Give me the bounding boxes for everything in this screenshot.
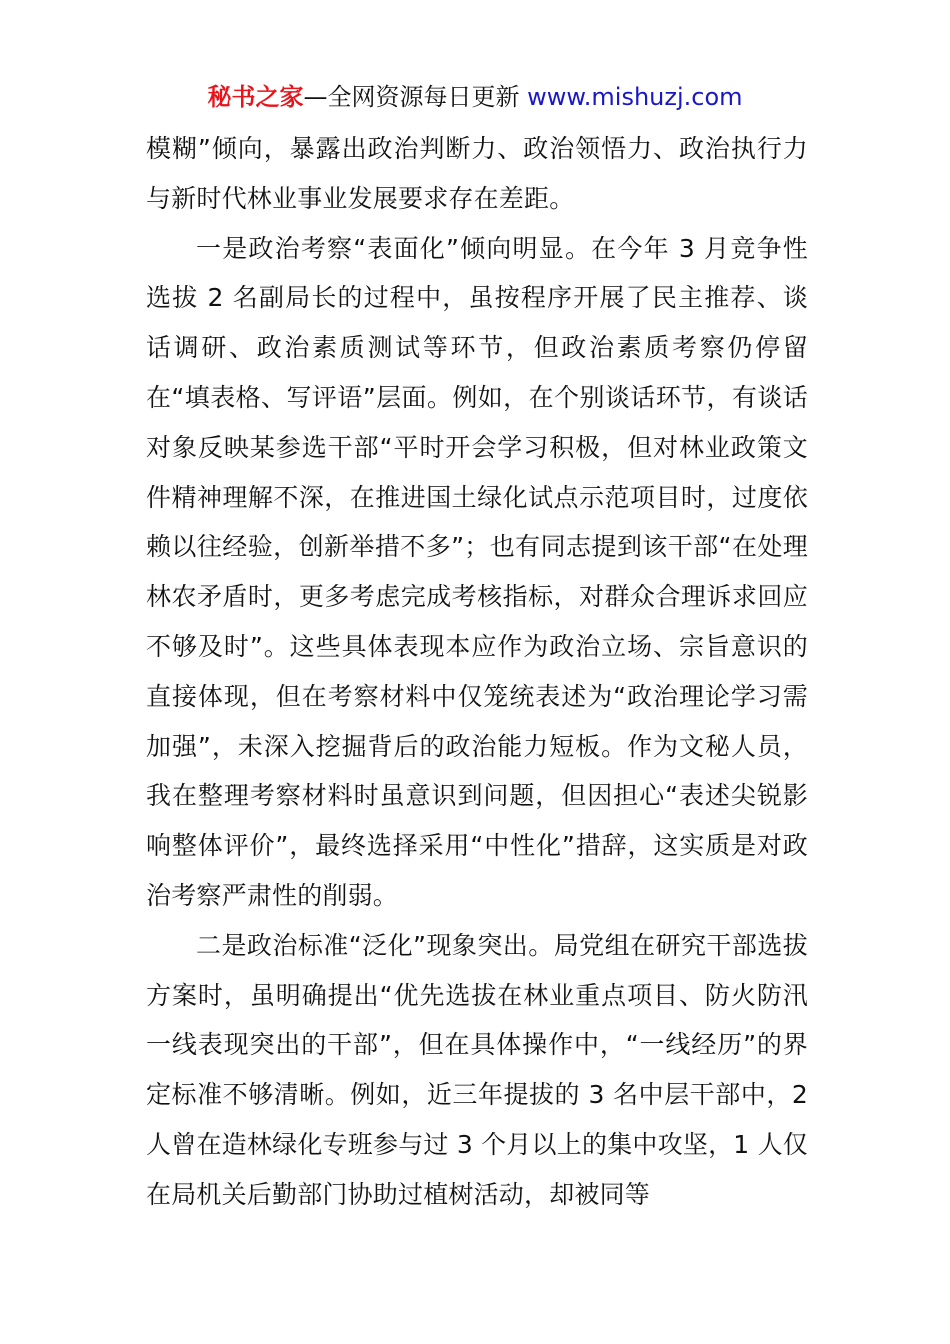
document-body (146, 124, 808, 1220)
paragraph-political-standard: 二是政治标准“泛化”现象突出。局党组在研究干部选拔方案时，虽明确提出“优先选拔在林业重点项目、防火防汛一线表现突出的干部”，但在具体操作中，“一线经历”的界定标准不够清晰。例如，近三年提拔的 3 名中层干部中，2 人曾在造林绿化专班参与过 3 个月以上的集中攻坚，1 人仅在局机关后勤部门协助过植树活动，却被同等 (146, 930, 808, 1209)
paragraph-political-inspection: 一是政治考察“表面化”倾向明显。在今年 3 月竞争性选拔 2 名副局长的过程中，虽按程序开展了民主推荐、谈话调研、政治素质测试等环节，但政治素质考察仍停留在“填表格、写评语”层面。例如，在个别谈话环节，有谈话对象反映某参选干部“平时开会学习积极，但对林业政策文件精神理解不深，在推进国土绿化试点示范项目时，过度依赖以往经验，创新举措不多”；也有同志提到该干部“在处理林农矛盾时，更多考虑完成考核指标，对群众合理诉求回应不够及时”。这些具体表现本应作为政治立场、宗旨意识的直接体现，但在考察材料中仅笼统表述为“政治理论学习需加强”，未深入挖掘背后的政治能力短板。作为文秘人员，我在整理考察材料时虽意识到问题，但因担心“表述尖锐影响整体评价”，最终选择采用“中性化”措辞，这实质是对政治考察严肃性的削弱。 (146, 233, 808, 910)
site-url[interactable]: www.mishuzj.com (527, 83, 743, 111)
site-header (0, 80, 950, 114)
paragraph-continuation: 模糊”倾向，暴露出政治判断力、政治领悟力、政治执行力与新时代林业事业发展要求存在差距。 (146, 134, 808, 213)
site-brand: 秘书之家 (207, 83, 304, 111)
site-tagline: —全网资源每日更新 (303, 83, 528, 111)
